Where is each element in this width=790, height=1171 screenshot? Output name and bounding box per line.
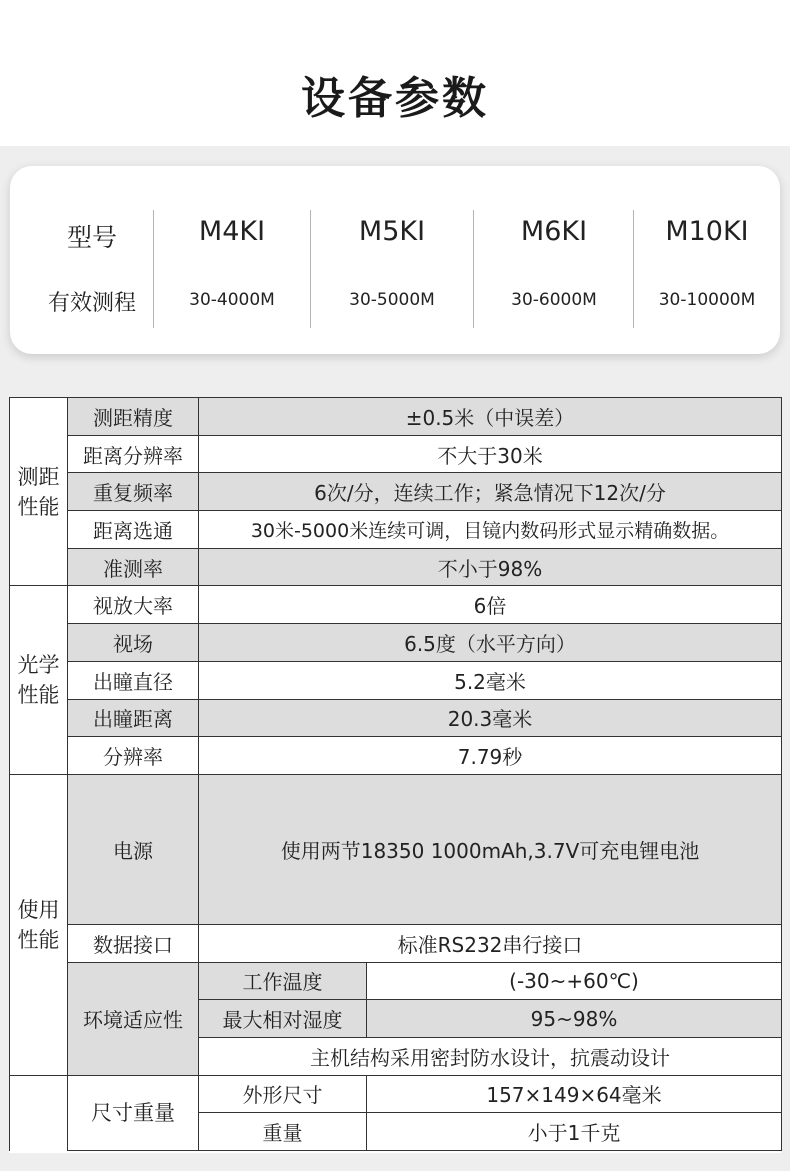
spec-value: 不小于98% [199, 548, 782, 586]
spec-label: 测距精度 [68, 398, 199, 436]
group-optical: 光学性能 [10, 586, 68, 774]
table-row [10, 737, 782, 775]
spec-value: 标准RS232串行接口 [199, 924, 782, 962]
spec-value: 5.2毫米 [199, 661, 782, 699]
spec-label: 出瞳直径 [68, 661, 199, 699]
spec-table-container [9, 397, 781, 1153]
model-column-m5ki [311, 210, 473, 328]
group-size-weight: 尺寸重量 [68, 1075, 199, 1150]
table-row [10, 924, 782, 962]
table-row [10, 699, 782, 737]
spec-value: 7.79秒 [199, 737, 782, 775]
model-name: M4KI [198, 216, 266, 247]
model-range: 30-6000M [511, 290, 597, 310]
table-row [10, 435, 782, 473]
table-row [10, 1075, 782, 1113]
spec-label: 距离选通 [68, 511, 199, 549]
table-row [10, 398, 782, 436]
model-name: M6KI [520, 216, 588, 247]
spec-value: 小于1千克 [367, 1113, 782, 1151]
spec-value: 20.3毫米 [199, 699, 782, 737]
group-empty [10, 1075, 68, 1150]
spec-label: 准测率 [68, 548, 199, 586]
spec-value: 30米-5000米连续可调，目镜内数码形式显示精确数据。 [199, 511, 782, 549]
spec-label: 视场 [68, 624, 199, 662]
spec-value: (-30~+60℃) [367, 962, 782, 1000]
spec-label: 环境适应性 [68, 962, 199, 1075]
spec-sublabel: 外形尺寸 [199, 1075, 367, 1113]
spec-label: 数据接口 [68, 924, 199, 962]
spec-sublabel: 工作温度 [199, 962, 367, 1000]
spec-value: 6.5度（水平方向） [199, 624, 782, 662]
range-header-label: 有效测程 [47, 291, 136, 316]
model-name: M10KI [665, 216, 749, 247]
spec-value: 使用两节18350 1000mAh,3.7V可充电锂电池 [199, 774, 782, 924]
model-column-m4ki [154, 210, 310, 328]
model-range: 30-10000M [658, 290, 756, 310]
spec-table [9, 397, 782, 1151]
group-ranging: 测距性能 [10, 398, 68, 586]
spec-value: 157×149×64毫米 [367, 1075, 782, 1113]
model-header-column [30, 210, 154, 328]
spec-value: ±0.5米（中误差） [199, 398, 782, 436]
spec-label: 出瞳距离 [68, 699, 199, 737]
group-usage: 使用性能 [10, 774, 68, 1075]
table-row [10, 586, 782, 624]
model-range: 30-5000M [349, 290, 435, 310]
spec-sublabel: 最大相对湿度 [199, 1000, 367, 1038]
model-header-label: 型号 [66, 223, 117, 252]
spec-value: 6倍 [199, 586, 782, 624]
spec-value: 不大于30米 [199, 435, 782, 473]
table-row [10, 548, 782, 586]
model-range: 30-4000M [189, 290, 275, 310]
spec-label: 视放大率 [68, 586, 199, 624]
spec-label: 距离分辨率 [68, 435, 199, 473]
table-row [10, 624, 782, 662]
model-range-card [10, 166, 780, 354]
spec-value: 主机结构采用密封防水设计，抗震动设计 [199, 1037, 782, 1075]
spec-sublabel: 重量 [199, 1113, 367, 1151]
table-row [10, 511, 782, 549]
spec-label: 重复频率 [68, 473, 199, 511]
table-row [10, 473, 782, 511]
spec-label: 分辨率 [68, 737, 199, 775]
table-row [10, 774, 782, 924]
model-column-m6ki [474, 210, 634, 328]
model-name: M5KI [358, 216, 426, 247]
page-title: 设备参数 [301, 73, 489, 124]
spec-label: 电源 [68, 774, 199, 924]
spec-value: 95~98% [367, 1000, 782, 1038]
spec-value: 6次/分，连续工作；紧急情况下12次/分 [199, 473, 782, 511]
table-row [10, 661, 782, 699]
table-row [10, 962, 782, 1000]
model-column-m10ki [634, 210, 780, 328]
